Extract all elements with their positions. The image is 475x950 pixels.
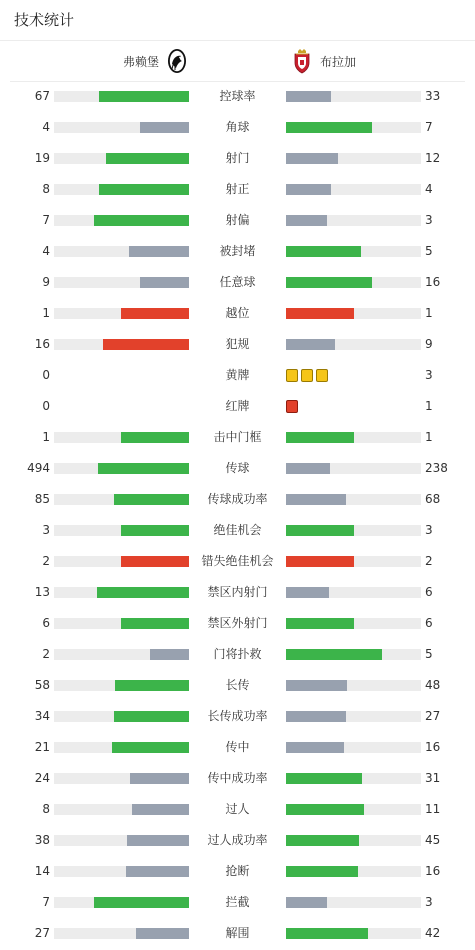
stat-label: 绝佳机会 — [213, 523, 262, 537]
away-stat-value: 3 — [425, 895, 433, 909]
home-bar-fill — [127, 835, 189, 846]
away-bar-fill — [286, 494, 346, 505]
stat-row — [0, 515, 475, 546]
home-bar-fill — [94, 897, 189, 908]
home-bar-fill — [132, 804, 189, 815]
home-bar-fill — [130, 773, 189, 784]
away-stat-value: 3 — [425, 368, 433, 382]
home-stat-value: 58 — [34, 678, 50, 692]
home-team[interactable] — [123, 41, 187, 81]
away-bar-fill — [286, 618, 354, 629]
stat-label: 红牌 — [225, 399, 250, 413]
away-bar-track — [286, 122, 421, 133]
stat-label: 长传 — [225, 678, 250, 692]
away-bar-track — [286, 649, 421, 660]
away-cards — [286, 400, 298, 413]
away-stat-value: 68 — [425, 492, 441, 506]
away-bar-track — [286, 525, 421, 536]
home-bar-fill — [150, 649, 189, 660]
away-stat-value: 5 — [425, 244, 433, 258]
freiburg-crest-icon — [167, 48, 187, 74]
home-stat-value: 67 — [34, 89, 50, 103]
away-bar-fill — [286, 649, 382, 660]
stat-row — [0, 298, 475, 329]
away-stat-value: 9 — [425, 337, 433, 351]
away-bar-track — [286, 153, 421, 164]
stat-row — [0, 794, 475, 825]
away-bar-track — [286, 246, 421, 257]
away-bar-track — [286, 618, 421, 629]
stat-label: 禁区内射门 — [207, 585, 268, 599]
away-bar-fill — [286, 866, 358, 877]
home-stat-value: 2 — [42, 647, 50, 661]
home-bar-fill — [121, 432, 189, 443]
home-bar-fill — [99, 91, 189, 102]
home-bar-fill — [121, 308, 189, 319]
home-bar-track — [54, 587, 189, 598]
home-bar-track — [54, 804, 189, 815]
away-bar-track — [286, 866, 421, 877]
away-bar-fill — [286, 184, 331, 195]
away-bar-track — [286, 215, 421, 226]
away-bar-fill — [286, 928, 368, 939]
stat-row — [0, 205, 475, 236]
stat-label: 控球率 — [219, 89, 256, 103]
away-bar-fill — [286, 432, 354, 443]
away-bar-track — [286, 835, 421, 846]
stat-row — [0, 391, 475, 422]
stat-label: 射正 — [225, 182, 250, 196]
home-bar-track — [54, 680, 189, 691]
away-stat-value: 16 — [425, 275, 441, 289]
stat-row — [0, 701, 475, 732]
home-bar-fill — [126, 866, 189, 877]
away-stat-value: 45 — [425, 833, 441, 847]
home-bar-fill — [106, 153, 189, 164]
away-bar-fill — [286, 339, 335, 350]
home-bar-track — [54, 773, 189, 784]
away-stat-value: 11 — [425, 802, 441, 816]
stat-row — [0, 608, 475, 639]
home-stat-value: 3 — [42, 523, 50, 537]
home-bar-fill — [114, 494, 189, 505]
away-stat-value: 1 — [425, 306, 433, 320]
stat-row — [0, 546, 475, 577]
away-bar-track — [286, 742, 421, 753]
home-bar-fill — [121, 525, 189, 536]
away-bar-fill — [286, 122, 372, 133]
home-bar-track — [54, 463, 189, 474]
stat-row — [0, 112, 475, 143]
away-stat-value: 16 — [425, 864, 441, 878]
away-stat-value: 42 — [425, 926, 441, 940]
stat-row — [0, 732, 475, 763]
home-bar-fill — [129, 246, 189, 257]
away-bar-fill — [286, 680, 347, 691]
braga-crest-icon — [292, 48, 312, 74]
stat-row — [0, 763, 475, 794]
away-bar-track — [286, 897, 421, 908]
yellow-card-icon — [301, 369, 313, 382]
stats-list — [0, 81, 475, 949]
away-stat-value: 7 — [425, 120, 433, 134]
away-bar-track — [286, 339, 421, 350]
home-bar-track — [54, 494, 189, 505]
away-bar-fill — [286, 91, 331, 102]
home-bar-fill — [140, 277, 189, 288]
yellow-card-icon — [316, 369, 328, 382]
away-bar-fill — [286, 246, 361, 257]
stat-row — [0, 577, 475, 608]
away-bar-fill — [286, 773, 362, 784]
home-stat-value: 34 — [34, 709, 50, 723]
away-team[interactable] — [292, 41, 356, 81]
home-bar-track — [54, 91, 189, 102]
away-stat-value: 33 — [425, 89, 441, 103]
away-stat-value: 6 — [425, 616, 433, 630]
stat-row — [0, 887, 475, 918]
stat-label: 射偏 — [225, 213, 250, 227]
home-team-name: 弗赖堡 — [122, 54, 159, 69]
away-bar-track — [286, 308, 421, 319]
home-bar-track — [54, 184, 189, 195]
away-stat-value: 48 — [425, 678, 441, 692]
home-stat-value: 24 — [34, 771, 50, 785]
home-bar-track — [54, 897, 189, 908]
away-bar-track — [286, 91, 421, 102]
stat-label: 击中门框 — [213, 430, 262, 444]
home-stat-value: 8 — [42, 182, 50, 196]
home-bar-fill — [121, 618, 189, 629]
stat-row — [0, 267, 475, 298]
stat-row — [0, 825, 475, 856]
away-stat-value: 12 — [425, 151, 441, 165]
stat-row — [0, 856, 475, 887]
away-bar-fill — [286, 587, 329, 598]
red-card-icon — [286, 400, 298, 413]
home-bar-fill — [112, 742, 189, 753]
away-bar-fill — [286, 277, 372, 288]
home-stat-value: 7 — [42, 213, 50, 227]
away-stat-value: 2 — [425, 554, 433, 568]
stat-label: 拦截 — [225, 895, 250, 909]
home-stat-value: 9 — [42, 275, 50, 289]
home-bar-track — [54, 556, 189, 567]
away-team-name: 布拉加 — [320, 54, 357, 69]
stat-label: 门将扑救 — [213, 647, 262, 661]
home-stat-value: 7 — [42, 895, 50, 909]
stat-row — [0, 360, 475, 391]
away-bar-track — [286, 277, 421, 288]
home-stat-value: 27 — [34, 926, 50, 940]
home-stat-value: 0 — [42, 399, 50, 413]
home-stat-value: 19 — [34, 151, 50, 165]
away-cards — [286, 369, 328, 382]
home-bar-track — [54, 711, 189, 722]
home-bar-fill — [136, 928, 189, 939]
home-bar-track — [54, 339, 189, 350]
home-bar-track — [54, 432, 189, 443]
away-bar-fill — [286, 711, 346, 722]
page-title: 技术统计 — [14, 11, 75, 29]
home-bar-track — [54, 835, 189, 846]
home-bar-track — [54, 153, 189, 164]
stat-label: 错失绝佳机会 — [201, 554, 274, 568]
home-stat-value: 2 — [42, 554, 50, 568]
away-bar-track — [286, 804, 421, 815]
away-bar-fill — [286, 897, 327, 908]
stat-row — [0, 918, 475, 949]
home-bar-fill — [121, 556, 189, 567]
home-bar-track — [54, 308, 189, 319]
away-stat-value: 4 — [425, 182, 433, 196]
home-stat-value: 14 — [34, 864, 50, 878]
stat-row — [0, 484, 475, 515]
away-bar-track — [286, 928, 421, 939]
stat-row — [0, 453, 475, 484]
away-bar-track — [286, 711, 421, 722]
away-bar-fill — [286, 804, 364, 815]
away-bar-fill — [286, 463, 330, 474]
home-bar-track — [54, 649, 189, 660]
away-bar-fill — [286, 525, 354, 536]
stat-label: 传中 — [225, 740, 250, 754]
stat-row — [0, 174, 475, 205]
home-bar-track — [54, 742, 189, 753]
away-stat-value: 238 — [425, 461, 448, 475]
away-stat-value: 1 — [425, 399, 433, 413]
away-stat-value: 16 — [425, 740, 441, 754]
away-bar-fill — [286, 153, 338, 164]
away-bar-track — [286, 587, 421, 598]
home-bar-track — [54, 246, 189, 257]
stat-row — [0, 670, 475, 701]
home-stat-value: 13 — [34, 585, 50, 599]
home-bar-fill — [115, 680, 189, 691]
away-bar-fill — [286, 742, 344, 753]
stat-label: 长传成功率 — [207, 709, 268, 723]
stat-label: 传球成功率 — [207, 492, 268, 506]
stat-label: 被封堵 — [219, 244, 256, 258]
away-stat-value: 5 — [425, 647, 433, 661]
stat-label: 过人成功率 — [207, 833, 268, 847]
home-stat-value: 21 — [34, 740, 50, 754]
stat-label: 犯规 — [225, 337, 250, 351]
home-stat-value: 1 — [42, 306, 50, 320]
away-bar-fill — [286, 308, 354, 319]
stat-label: 任意球 — [219, 275, 256, 289]
stat-label: 传球 — [225, 461, 250, 475]
home-bar-fill — [140, 122, 189, 133]
away-bar-track — [286, 773, 421, 784]
stat-label: 抢断 — [225, 864, 250, 878]
stat-label: 过人 — [225, 802, 250, 816]
away-stat-value: 3 — [425, 213, 433, 227]
away-bar-track — [286, 556, 421, 567]
away-bar-fill — [286, 835, 359, 846]
away-bar-fill — [286, 556, 354, 567]
stat-label: 传中成功率 — [207, 771, 268, 785]
home-bar-track — [54, 277, 189, 288]
home-bar-fill — [103, 339, 189, 350]
away-stat-value: 31 — [425, 771, 441, 785]
away-stat-value: 3 — [425, 523, 433, 537]
home-bar-track — [54, 122, 189, 133]
away-bar-track — [286, 432, 421, 443]
home-bar-track — [54, 866, 189, 877]
stat-row — [0, 143, 475, 174]
teams-header — [0, 41, 475, 81]
home-stat-value: 494 — [27, 461, 50, 475]
home-stat-value: 8 — [42, 802, 50, 816]
stat-label: 解围 — [225, 926, 250, 940]
away-stat-value: 27 — [425, 709, 441, 723]
home-stat-value: 4 — [42, 120, 50, 134]
home-stat-value: 6 — [42, 616, 50, 630]
stat-label: 禁区外射门 — [207, 616, 268, 630]
home-bar-track — [54, 525, 189, 536]
yellow-card-icon — [286, 369, 298, 382]
home-bar-fill — [94, 215, 189, 226]
home-stat-value: 0 — [42, 368, 50, 382]
home-bar-fill — [98, 463, 189, 474]
away-stat-value: 1 — [425, 430, 433, 444]
home-bar-track — [54, 618, 189, 629]
home-stat-value: 85 — [34, 492, 50, 506]
away-stat-value: 6 — [425, 585, 433, 599]
stat-row — [0, 236, 475, 267]
stat-label: 越位 — [225, 306, 250, 320]
home-stat-value: 38 — [34, 833, 50, 847]
stat-row — [0, 422, 475, 453]
home-bar-fill — [99, 184, 189, 195]
stat-row — [0, 329, 475, 360]
stat-row — [0, 81, 475, 112]
stat-label: 角球 — [225, 120, 250, 134]
home-stat-value: 1 — [42, 430, 50, 444]
away-bar-track — [286, 184, 421, 195]
stat-label: 射门 — [225, 151, 250, 165]
home-bar-fill — [114, 711, 189, 722]
away-bar-track — [286, 463, 421, 474]
home-stat-value: 4 — [42, 244, 50, 258]
away-bar-track — [286, 494, 421, 505]
stat-row — [0, 639, 475, 670]
home-bar-track — [54, 215, 189, 226]
home-stat-value: 16 — [34, 337, 50, 351]
home-bar-track — [54, 928, 189, 939]
stat-label: 黄牌 — [225, 368, 250, 382]
away-bar-track — [286, 680, 421, 691]
away-bar-fill — [286, 215, 327, 226]
home-bar-fill — [97, 587, 189, 598]
